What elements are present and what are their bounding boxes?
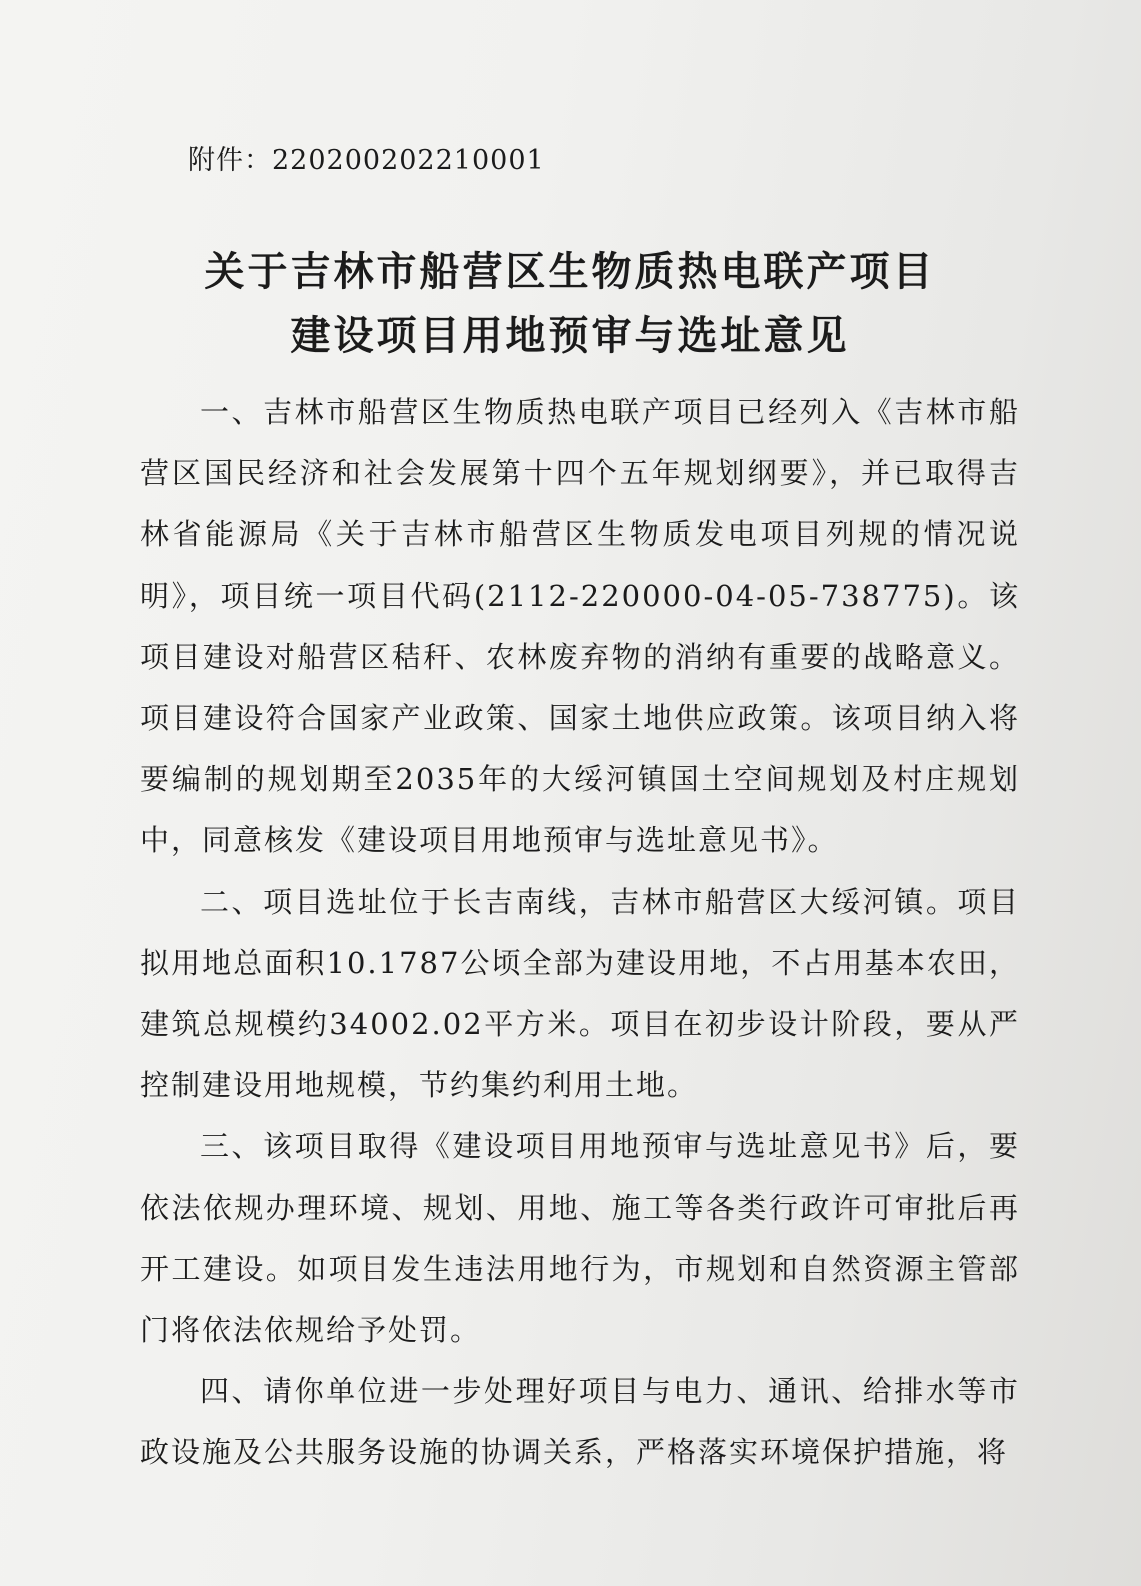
paragraph-1: 一、吉林市船营区生物质热电联产项目已经列入《吉林市船营区国民经济和社会发展第十四个五年规划纲要》，并已取得吉林省能源局《关于吉林市船营区生物质发电项目列规的情况说明》，项目统一项目代码(2112-220000-04-05-738775)。该项目建设对船营区秸秆、农林废弃物的消纳有重要的战略意义。项目建设符合国家产业政策、国家土地供应政策。该项目纳入将要编制的规划期至2035年的大绥河镇国土空间规划及村庄规划中，同意核发《建设项目用地预审与选址意见书》。 <box>140 395 1020 858</box>
paragraph-2: 二、项目选址位于长吉南线，吉林市船营区大绥河镇。项目拟用地总面积10.1787公顷全部为建设用地，不占用基本农田，建筑总规模约34002.02平方米。项目在初步设计阶段，要从严控制建设用地规模，节约集约利用土地。 <box>140 884 1020 1103</box>
document-title-line-1: 关于吉林市船营区生物质热电联产项目 <box>204 249 936 295</box>
document-title-line-2: 建设项目用地预审与选址意见 <box>290 313 850 359</box>
attachment-number: 附件：220200202210001 <box>188 145 545 176</box>
document-body <box>140 382 1020 1484</box>
paragraph-4: 四、请你单位进一步处理好项目与电力、通讯、给排水等市政设施及公共服务设施的协调关系，严格落实环境保护措施，将 <box>140 1374 1020 1470</box>
paragraph-3: 三、该项目取得《建设项目用地预审与选址意见书》后，要依法依规办理环境、规划、用地、施工等各类行政许可审批后再开工建设。如项目发生违法用地行为，市规划和自然资源主管部门将依法依规给予处罚。 <box>140 1129 1020 1348</box>
